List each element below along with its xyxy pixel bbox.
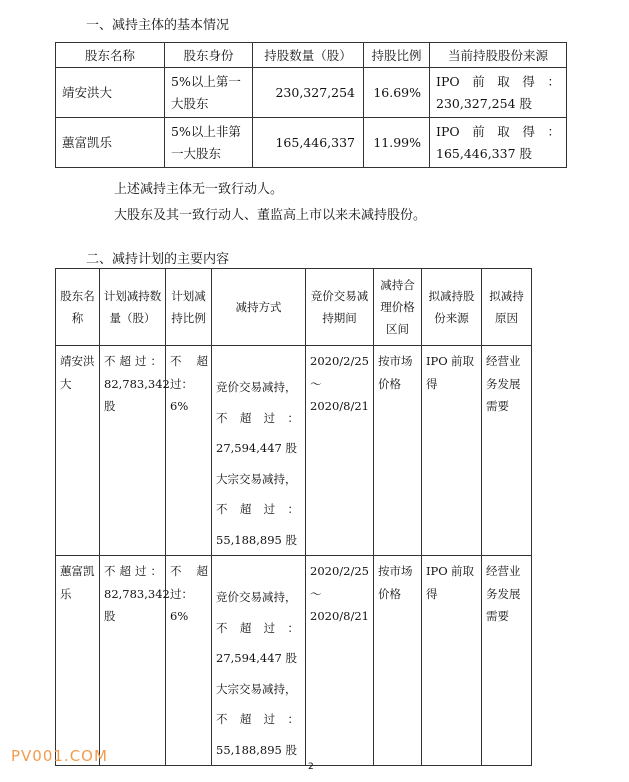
page-number: 2: [308, 762, 314, 772]
header-cell: 计划减 持比例: [166, 269, 212, 346]
header-cell: 减持合 理价格 区间: [374, 269, 422, 346]
planned-share-source: IPO 前取 得: [422, 556, 482, 766]
header-cell: 股东名 称: [56, 269, 100, 346]
share-source: IPO 前 取 得 ： 230,327,254 股: [430, 68, 567, 118]
planned-ratio: 不 超 过：6%: [166, 346, 212, 556]
planned-ratio: 不 超 过：6%: [166, 556, 212, 766]
reduction-method: 竞价交易减持， 不 超 过 ： 27,594,447 股 大宗交易减持， 不 超 过 ： 55,188,895 股: [212, 556, 306, 766]
table-row: [56, 68, 567, 118]
planned-amount: 不 超 过 ： 82,783,342 股: [100, 346, 166, 556]
holder-name: 蕙富凯乐: [56, 118, 165, 168]
shares-held: 230,327,254: [253, 68, 364, 118]
header-cell: 股东身份: [165, 43, 253, 68]
price-range: 按市场 价格: [374, 346, 422, 556]
planned-share-source: IPO 前取 得: [422, 346, 482, 556]
share-source: IPO 前 取 得 ： 165,446,337 股: [430, 118, 567, 168]
reduction-period: 2020/2/25 ～ 2020/8/21: [306, 556, 374, 766]
header-cell: 竞价交易减 持期间: [306, 269, 374, 346]
holder-name: 蕙富凯 乐: [56, 556, 100, 766]
header-cell: 减持方式: [212, 269, 306, 346]
section1-heading: 一、减持主体的基本情况: [86, 18, 230, 33]
reduction-reason: 经营业 务发展 需要: [482, 346, 532, 556]
table-row: [56, 118, 567, 168]
header-cell: 计划减持数 量（股）: [100, 269, 166, 346]
holder-identity: 5%以上非第 一大股东: [165, 118, 253, 168]
holder-name: 靖安洪大: [56, 68, 165, 118]
holder-identity: 5%以上第一 大股东: [165, 68, 253, 118]
note-no-concerted-party: 上述减持主体无一致行动人。: [114, 182, 284, 197]
table-row: [56, 556, 532, 766]
header-cell: 拟减持 原因: [482, 269, 532, 346]
header-cell: 股东名称: [56, 43, 165, 68]
table-header-row: [56, 43, 567, 68]
reduction-method: 竞价交易减持， 不 超 过 ： 27,594,447 股 大宗交易减持， 不 超 过 ： 55,188,895 股: [212, 346, 306, 556]
watermark-logo: PV001.COM: [11, 747, 108, 765]
holding-ratio: 16.69%: [364, 68, 430, 118]
header-cell: 拟减持股 份来源: [422, 269, 482, 346]
header-cell: 持股数量（股）: [253, 43, 364, 68]
table-row: [56, 346, 532, 556]
holding-ratio: 11.99%: [364, 118, 430, 168]
holder-name: 靖安洪 大: [56, 346, 100, 556]
reduction-plan-table: [55, 268, 532, 766]
header-cell: 当前持股股份来源: [430, 43, 567, 68]
note-no-prior-reduction: 大股东及其一致行动人、董监高上市以来未减持股份。: [114, 208, 427, 223]
planned-amount: 不 超 过 ： 82,783,342 股: [100, 556, 166, 766]
holder-basic-info-table: [55, 42, 567, 168]
price-range: 按市场 价格: [374, 556, 422, 766]
reduction-period: 2020/2/25 ～ 2020/8/21: [306, 346, 374, 556]
reduction-reason: 经营业 务发展 需要: [482, 556, 532, 766]
table-header-row: [56, 269, 532, 346]
shares-held: 165,446,337: [253, 118, 364, 168]
section2-heading: 二、减持计划的主要内容: [86, 252, 230, 267]
header-cell: 持股比例: [364, 43, 430, 68]
